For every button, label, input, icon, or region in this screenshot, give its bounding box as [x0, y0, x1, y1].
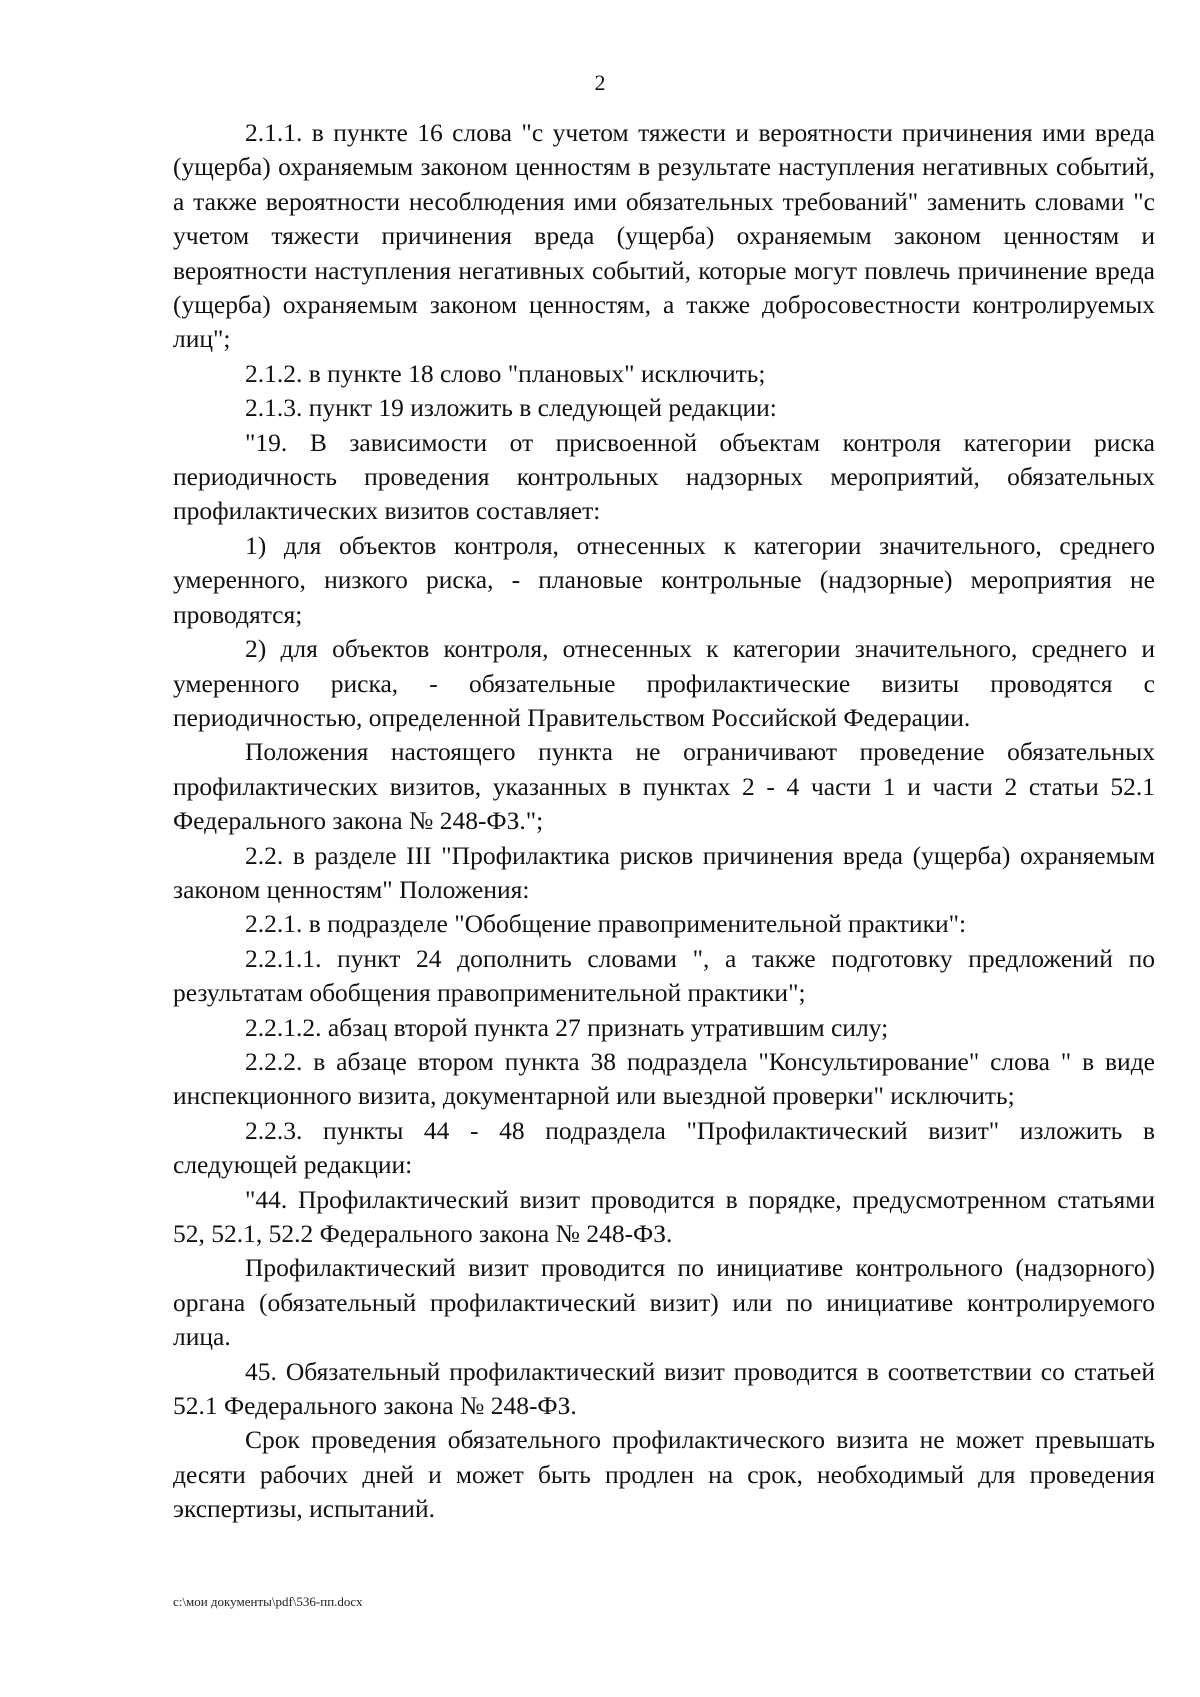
paragraph-2-1-1: 2.1.1. в пункте 16 слова "с учетом тяжести и вероятности причинения ими вреда (ущерба) охраняемым законом ценностям в результате наступления негативных событий, а также вероятности несоблюдения ими обязательных требований" заменить словами "с учетом тяжести причинения вреда (ущерба) охраняемым законом ценностям и вероятности наступления негативных событий, которые могут повлечь причинение вреда (ущерба) охраняемым законом ценностям, а также добросовестности контролируемых лиц"; [173, 118, 1155, 354]
paragraph-2-2-3: 2.2.3. пункты 44 - 48 подраздела "Профилактический визит" изложить в следующей редакции: [173, 1115, 1155, 1180]
paragraph-2-2-1-2: 2.2.1.2. абзац второй пункта 27 признать утратившим силу; [245, 1012, 889, 1042]
paragraph-19-provisions: Положения настоящего пункта не ограничивают проведение обязательных профилактических визитов, указанных в пунктах 2 - 4 части 1 и части 2 статьи 52.1 Федерального закона № 248-ФЗ."; [173, 737, 1155, 836]
paragraph-2-1-3: 2.1.3. пункт 19 изложить в следующей редакции: [245, 393, 777, 423]
paragraph-19-item-1: 1) для объектов контроля, отнесенных к категории значительного, среднего умеренного, низкого риска, - плановые контрольные (надзорные) мероприятия не проводятся; [173, 530, 1155, 629]
page-number: 2 [594, 70, 606, 95]
paragraph-45: 45. Обязательный профилактический визит проводится в соответствии со статьей 52.1 Федерального закона № 248-ФЗ. [173, 1356, 1155, 1421]
footer-file-path: c:\мои документы\pdf\536-пп.docx [173, 1594, 363, 1609]
paragraph-44: "44. Профилактический визит проводится в порядке, предусмотренном статьями 52, 52.1, 52.2 Федерального закона № 248-ФЗ. [173, 1184, 1155, 1248]
paragraph-19-intro: "19. В зависимости от присвоенной объектам контроля категории риска периодичность проведения контрольных надзорных мероприятий, обязательных профилактических визитов составляет: [173, 427, 1155, 526]
paragraph-2-2: 2.2. в разделе III "Профилактика рисков причинения вреда (ущерба) охраняемым законом ценностям" Положения: [173, 840, 1155, 904]
document-body [173, 116, 1155, 1527]
paragraph-44-initiative: Профилактический визит проводится по инициативе контрольного (надзорного) органа (обязательный профилактический визит) или по инициативе контролируемого лица. [173, 1253, 1155, 1352]
paragraph-19-item-2: 2) для объектов контроля, отнесенных к категории значительного, среднего и умеренного риска, - обязательные профилактические визиты проводятся с периодичностью, определенной Правительством Российской Федерации. [173, 634, 1155, 732]
paragraph-2-1-2: 2.1.2. в пункте 18 слово "плановых" исключить; [245, 358, 766, 388]
paragraph-2-2-1-1: 2.2.1.1. пункт 24 дополнить словами ", а также подготовку предложений по результатам обобщения правоприменительной практики"; [173, 943, 1155, 1008]
paragraph-45-term: Срок проведения обязательного профилактического визита не может превышать десяти рабочих дней и может быть продлен на срок, необходимый для проведения экспертизы, испытаний. [173, 1425, 1155, 1524]
paragraph-2-2-1: 2.2.1. в подразделе "Обобщение правоприменительной практики": [245, 909, 967, 939]
paragraph-2-2-2: 2.2.2. в абзаце втором пункта 38 подраздела "Консультирование" слова " в виде инспекционного визита, документарной или выездной проверки" исключить; [173, 1046, 1155, 1111]
